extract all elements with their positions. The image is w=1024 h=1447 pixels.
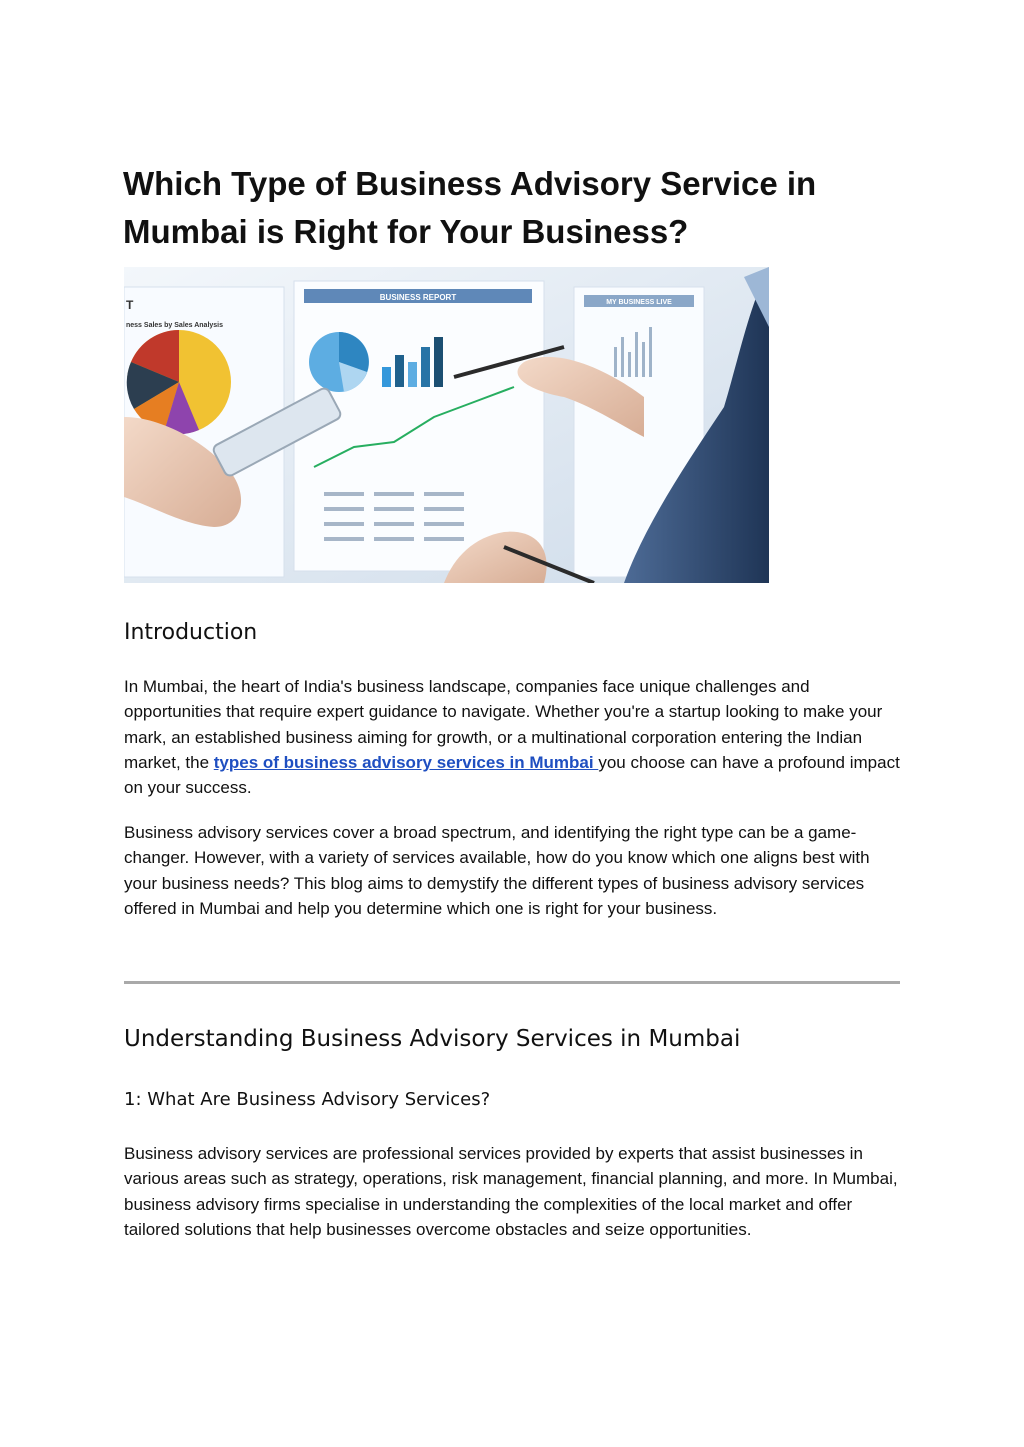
understanding-heading: Understanding Business Advisory Services in Mumbai xyxy=(124,1026,741,1052)
understanding-paragraph-1: Business advisory services are professional services provided by experts that assist businesses in various areas such as strategy, operations, risk management, financial planning, and more. In Mumbai, business advisory firms specialise in understanding the complexities of the local market and offer tailored solutions that help businesses overcome obstacles and seize opportunities. xyxy=(124,1144,898,1239)
business-report-photo xyxy=(124,267,769,583)
left-sheet-subheading: ness Sales by Sales Analysis xyxy=(126,322,224,329)
intro-p1-text-start: In Mumbai, the heart of India's business landscape, companies face unique challenges and opportunities that require expert guidance to navigate. Whether you're a startup looking to make your mark, an established business aiming for growth, or a multinational corporation entering the Indian market, the xyxy=(124,677,883,772)
advisory-services-link[interactable]: types of business advisory services in Mumbai xyxy=(213,752,599,772)
left-sheet-heading: T xyxy=(126,298,134,312)
blue-pie-chart-icon xyxy=(309,332,369,392)
intro-p1-text-end: you choose can have a profound impact on your success. xyxy=(124,752,900,798)
center-sheet-heading: BUSINESS REPORT xyxy=(379,293,457,302)
introduction-paragraph-2: Business advisory services cover a broad spectrum, and identifying the right type can be a game-changer. However, with a variety of services available, how do you know which one aligns best with your business needs? This blog aims to demystify the different types of business advisory services offered in Mumbai and help you determine which one is right for your business. xyxy=(124,823,870,918)
section-divider xyxy=(124,981,900,984)
introduction-paragraph-1 xyxy=(124,674,904,800)
introduction-heading: Introduction xyxy=(124,620,258,645)
right-sheet-heading: MY BUSINESS LIVE xyxy=(606,299,672,306)
pie-chart-icon xyxy=(127,330,231,434)
page-title: Which Type of Business Advisory Service in Mumbai is Right for Your Business? xyxy=(123,165,817,250)
what-are-services-heading: 1: What Are Business Advisory Services? xyxy=(124,1089,491,1110)
